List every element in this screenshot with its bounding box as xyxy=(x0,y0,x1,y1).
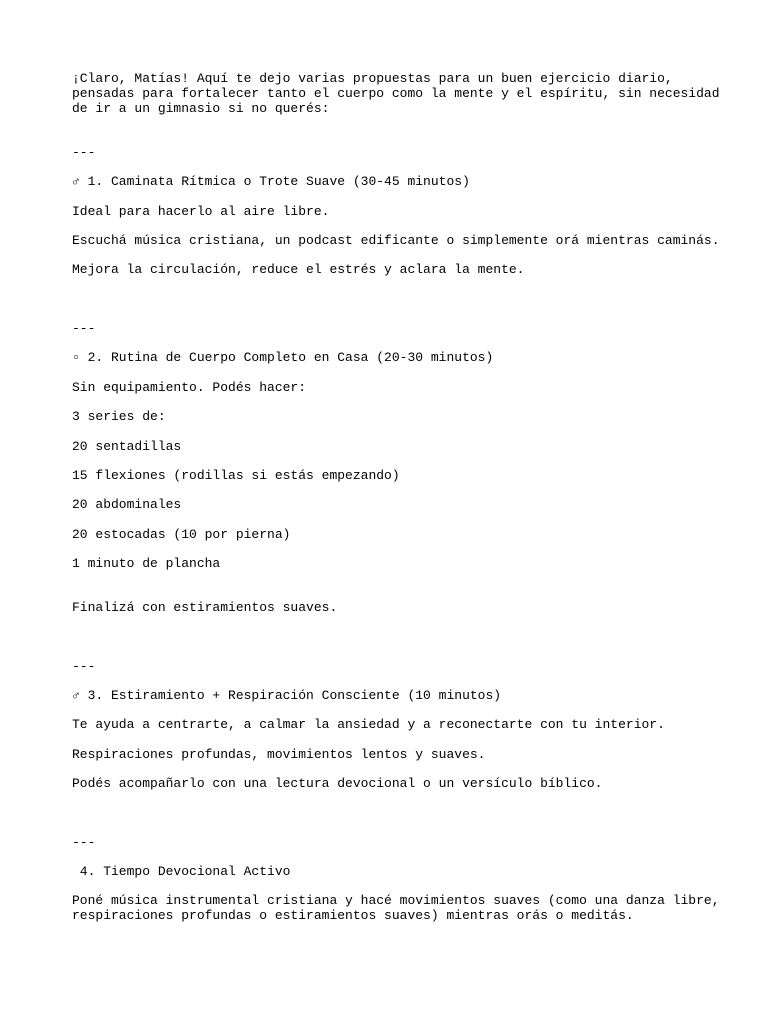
section-2-heading: ▫ 2. Rutina de Cuerpo Completo en Casa (20-30 minutos) xyxy=(72,350,494,365)
separator-3: --- xyxy=(72,659,96,674)
intro-line-2: pensadas para fortalecer tanto el cuerpo como la mente y el espíritu, sin necesidad xyxy=(72,86,720,101)
section-3-line-2: Respiraciones profundas, movimientos lentos y suaves. xyxy=(72,747,486,762)
section-2-line-3: 20 sentadillas xyxy=(72,439,182,454)
section-2-line-1: Sin equipamiento. Podés hacer: xyxy=(72,380,307,395)
section-3-line-1: Te ayuda a centrarte, a calmar la ansiedad y a reconectarte con tu interior. xyxy=(72,717,665,732)
section-2-line-8: Finalizá con estiramientos suaves. xyxy=(72,600,338,615)
section-3-heading: ♂ 3. Estiramiento + Respiración Consciente (10 minutos) xyxy=(72,688,502,703)
section-1-line-2: Escuchá música cristiana, un podcast edificante o simplemente orá mientras caminás. xyxy=(72,233,720,248)
section-1-line-3: Mejora la circulación, reduce el estrés y aclara la mente. xyxy=(72,262,525,277)
section-1-line-1: Ideal para hacerlo al aire libre. xyxy=(72,204,330,219)
section-3-line-3: Podés acompañarlo con una lectura devocional o un versículo bíblico. xyxy=(72,776,603,791)
section-2-line-5: 20 abdominales xyxy=(72,497,182,512)
section-1-heading: ♂ 1. Caminata Rítmica o Trote Suave (30-45 minutos) xyxy=(72,174,470,189)
section-4-line-2: respiraciones profundas o estiramientos suaves) mientras orás o meditás. xyxy=(72,908,634,923)
section-2-line-2: 3 series de: xyxy=(72,409,166,424)
section-4-heading: 4. Tiempo Devocional Activo xyxy=(72,864,291,879)
separator-2: --- xyxy=(72,321,96,336)
section-2-line-7: 1 minuto de plancha xyxy=(72,556,221,571)
section-2-line-6: 20 estocadas (10 por pierna) xyxy=(72,527,291,542)
section-2-line-4: 15 flexiones (rodillas si estás empezando) xyxy=(72,468,400,483)
separator-1: --- xyxy=(72,145,96,160)
separator-4: --- xyxy=(72,835,96,850)
section-4-line-1: Poné música instrumental cristiana y hacé movimientos suaves (como una danza libre, xyxy=(72,893,720,908)
intro-line-1: ¡Claro, Matías! Aquí te dejo varias propuestas para un buen ejercicio diario, xyxy=(72,71,673,86)
intro-line-3: de ir a un gimnasio si no querés: xyxy=(72,101,330,116)
